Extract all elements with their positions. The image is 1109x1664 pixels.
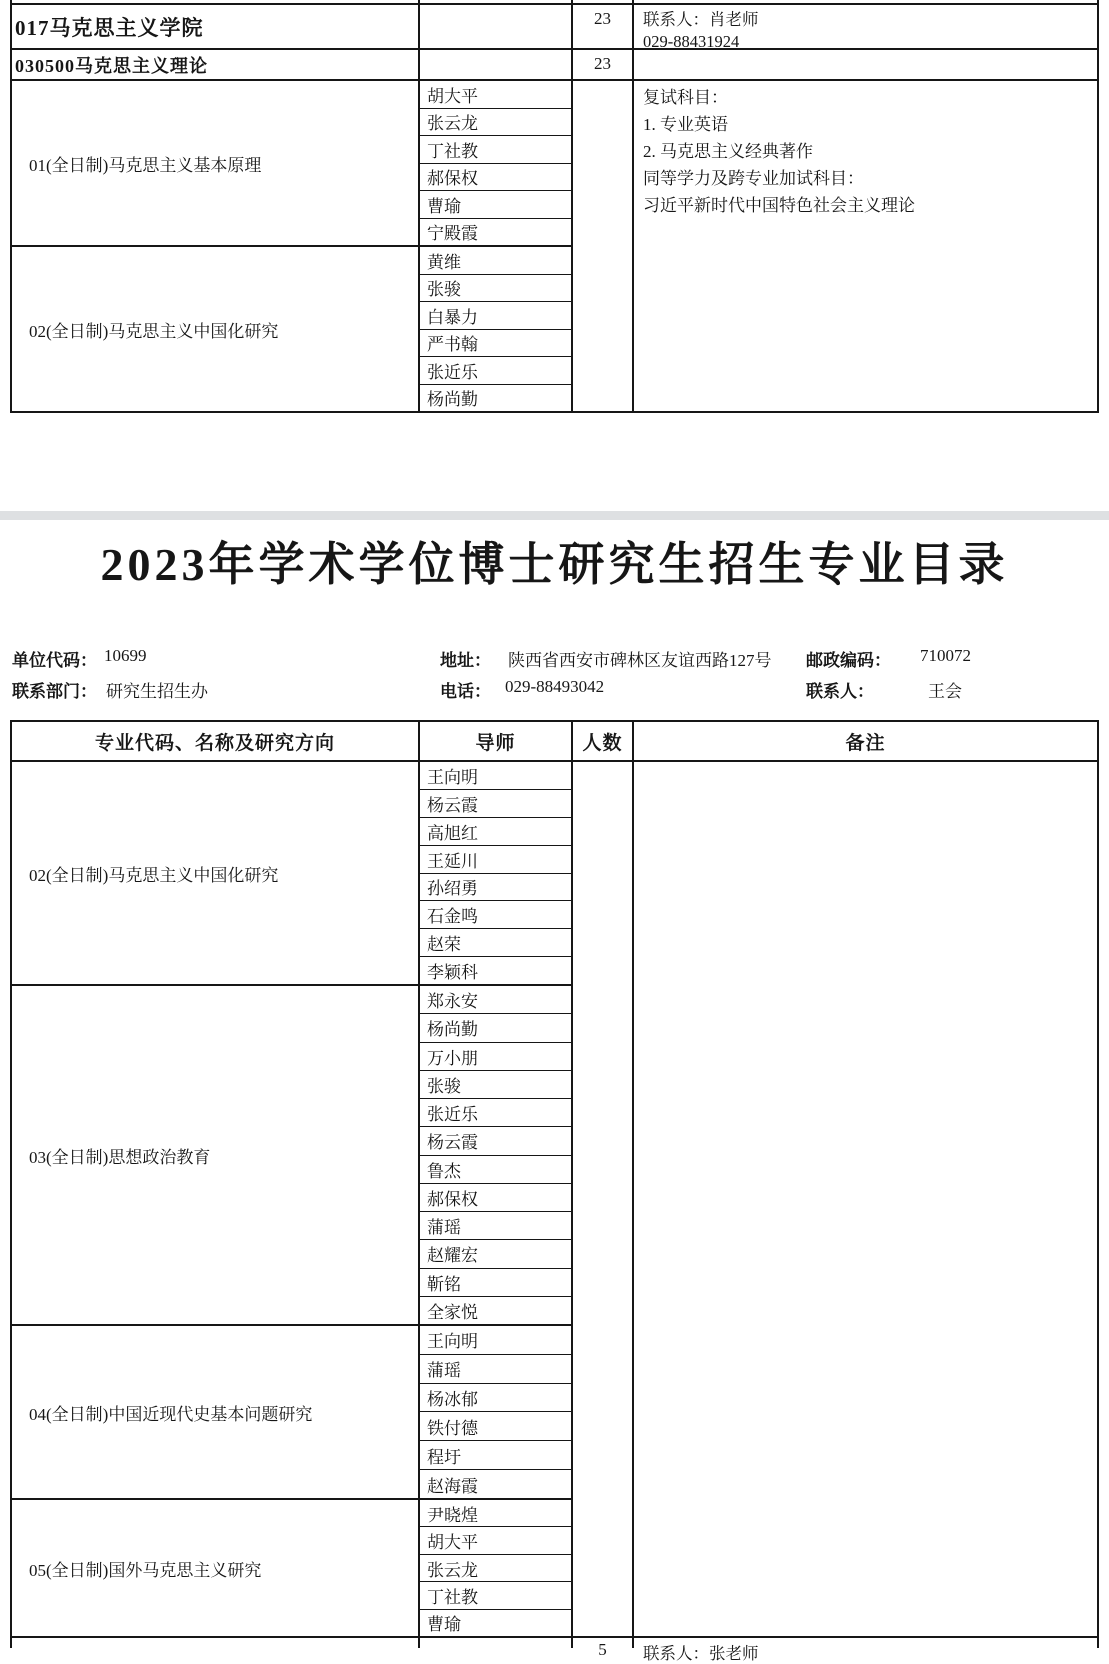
advisor-name: 胡大平: [420, 1527, 571, 1554]
remark-line: 同等学力及跨专业加试科目：: [643, 169, 864, 188]
advisor-list: [420, 986, 573, 1326]
advisor-name: 李颖科: [427, 963, 478, 983]
advisor-name: 尹晓煌: [420, 1500, 571, 1527]
advisor-name: 高旭红: [420, 818, 571, 846]
postal-label: 邮政编码：: [806, 651, 891, 670]
direction-cell: 04(全日制)中国近现代史基本问题研究: [12, 1326, 420, 1500]
major-count-cell: 23: [573, 50, 634, 81]
advisor-list: [420, 81, 573, 247]
advisor-name: 王向明: [420, 762, 571, 790]
info-line-1: [0, 646, 1109, 670]
advisor-list: [420, 1326, 573, 1500]
advisor-name: 杨尚勤: [420, 1014, 571, 1042]
advisor-name: 赵耀宏: [420, 1240, 571, 1268]
direction-cell: 01(全日制)马克思主义基本原理: [12, 81, 420, 247]
advisor-name: 赵海霞: [427, 1476, 478, 1496]
advisor-name: 全家悦: [427, 1302, 478, 1322]
college-name-cell: 017马克思主义学院: [12, 5, 420, 50]
header-remark: 备注: [634, 722, 1097, 762]
partial-advisor-cell: [420, 1638, 573, 1648]
college-contact-cell: [634, 5, 1097, 50]
advisor-name: 孙绍勇: [420, 874, 571, 902]
count-cell-empty: [573, 762, 634, 1638]
postal-value: 710072: [920, 646, 971, 665]
direction-cell: 05(全日制)国外马克思主义研究: [12, 1500, 420, 1638]
partial-direction-cell: [12, 1638, 420, 1648]
address-label: 地址：: [440, 651, 491, 670]
advisor-list: [420, 247, 573, 411]
advisor-name: 蒲瑶: [420, 1212, 571, 1240]
advisor-name: 铁付德: [420, 1412, 571, 1441]
advisor-name: 郝保权: [420, 1184, 571, 1212]
header-direction: 专业代码、名称及研究方向: [12, 722, 420, 762]
partial-note-cell: 联系人：张老师: [643, 1644, 759, 1663]
count-cell-empty: [573, 81, 634, 411]
address-value: 陕西省西安市碑林区友谊西路127号: [508, 651, 772, 670]
direction-cell: 03(全日制)思想政治教育: [12, 986, 420, 1326]
remark-line: 2. 马克思主义经典著作: [643, 142, 813, 161]
dept-value: 研究生招生办: [106, 682, 208, 701]
advisor-name: 张骏: [420, 1071, 571, 1099]
remark-line: 复试科目：: [643, 88, 728, 107]
dept-label: 联系部门：: [12, 682, 97, 701]
unit-code-label: 单位代码：: [12, 651, 97, 670]
header-advisor: 导师: [420, 722, 573, 762]
advisor-name: 蒲瑶: [420, 1355, 571, 1384]
major-name-cell: 030500马克思主义理论: [12, 50, 420, 81]
advisor-name: 胡大平: [420, 81, 571, 109]
advisor-name: 黄维: [420, 247, 571, 275]
advisor-list: [420, 1500, 573, 1638]
advisor-name: 杨冰郁: [420, 1384, 571, 1413]
advisor-name: 靳铭: [420, 1269, 571, 1297]
remark-line: 习近平新时代中国特色社会主义理论: [643, 196, 915, 215]
phone-value: 029-88493042: [505, 677, 605, 696]
advisor-name: 鲁杰: [420, 1156, 571, 1184]
advisor-name: 张云龙: [420, 109, 571, 137]
contact-line: 029-88431924: [643, 32, 740, 51]
contact-label: 联系人：: [806, 682, 874, 701]
major-note-cell-empty: [634, 50, 1097, 81]
page-title: 2023年学术学位博士研究生招生专业目录: [100, 539, 1009, 590]
page1-catalog-table: [10, 0, 1099, 413]
major-advisor-cell-empty: [420, 50, 573, 81]
direction-cell: 02(全日制)马克思主义中国化研究: [12, 762, 420, 986]
advisor-name: 宁殿霞: [427, 224, 478, 244]
advisor-name: 丁社教: [420, 1582, 571, 1609]
remark-cell-empty: [634, 762, 1097, 1638]
partial-count-cell: 5: [573, 1638, 634, 1648]
advisor-name: 白暴力: [420, 302, 571, 330]
phone-label: 电话：: [440, 682, 491, 701]
unit-code-value: 10699: [104, 646, 147, 665]
header-count: 人数: [573, 722, 634, 762]
advisor-name: 杨云霞: [420, 790, 571, 818]
advisor-name: 丁社教: [420, 136, 571, 164]
advisor-name: 张近乐: [420, 1099, 571, 1127]
advisor-list: [420, 762, 573, 986]
college-count-cell: 23: [573, 5, 634, 50]
remark-cell: [634, 81, 1097, 411]
info-line-2: [0, 677, 1109, 701]
advisor-name: 张近乐: [420, 357, 571, 385]
advisor-name: 程圩: [420, 1441, 571, 1470]
advisor-name: 杨尚勤: [427, 390, 478, 410]
direction-cell: 02(全日制)马克思主义中国化研究: [12, 247, 420, 411]
remark-line: 1. 专业英语: [643, 115, 728, 134]
advisor-name: 万小朋: [420, 1043, 571, 1071]
advisor-name: 严书翰: [420, 330, 571, 358]
contact-line: 联系人：肖老师: [643, 10, 759, 29]
advisor-name: 石金鸣: [420, 901, 571, 929]
advisor-name: 赵荣: [420, 929, 571, 957]
advisor-name: 王向明: [420, 1326, 571, 1355]
college-advisor-cell-empty: [420, 5, 573, 50]
contact-value: 王会: [928, 682, 962, 701]
advisor-name: 曹瑜: [427, 1615, 461, 1635]
advisor-name: 张云龙: [420, 1555, 571, 1582]
advisor-name: 王延川: [420, 846, 571, 874]
advisor-name: 郝保权: [420, 164, 571, 192]
advisor-name: 郑永安: [420, 986, 571, 1014]
page-separator-band: [0, 511, 1109, 520]
advisor-name: 曹瑜: [420, 191, 571, 219]
page2-catalog-table: [10, 720, 1099, 1663]
advisor-name: 张骏: [420, 275, 571, 303]
advisor-name: 杨云霞: [420, 1127, 571, 1155]
